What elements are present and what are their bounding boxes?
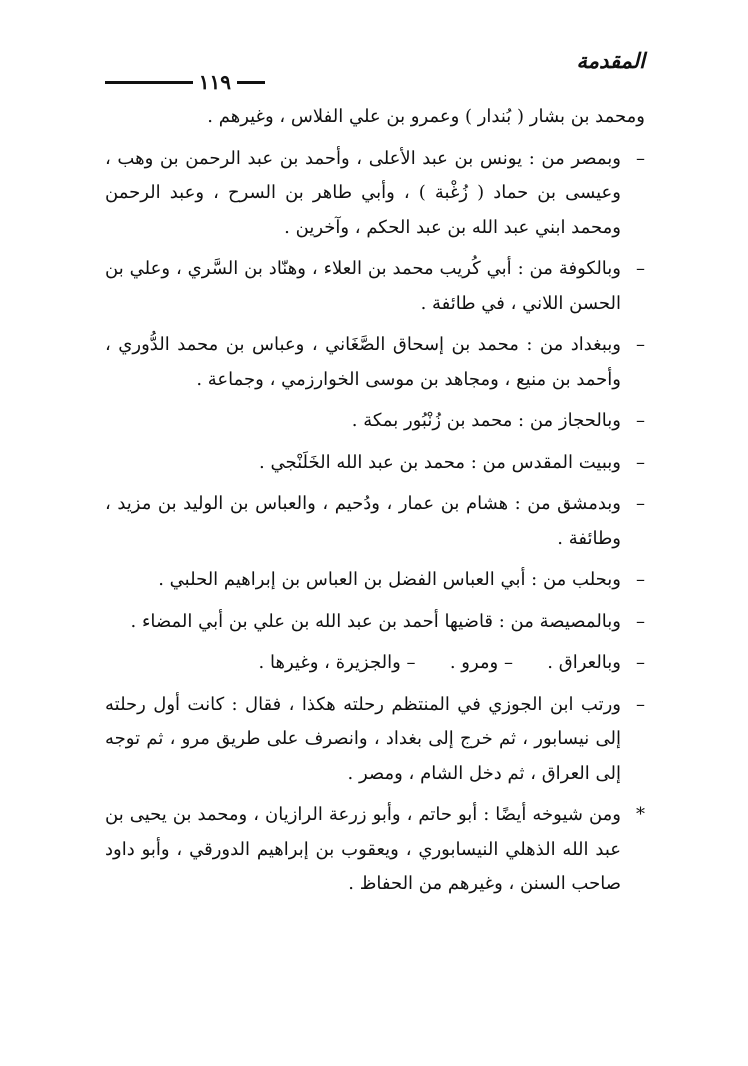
- paragraph-text: وبالحجاز من : محمد بن زُنْبُور بمكة .: [351, 410, 621, 431]
- paragraph-iraq: [105, 646, 645, 681]
- paragraph-continuation: [105, 100, 645, 135]
- paragraph-text: ومن شيوخه أيضًا : أبو حاتم ، وأبو زرعة الرازيان ، ومحمد بن يحيى بن عبد الله الذهلي النيسابوري ، ويعقوب بن إبراهيم الدورقي ، وأبو داود صاحب السنن ، وغيرهم من الحفاظ .: [105, 804, 621, 894]
- paragraph-text: ومحمد بن بشار ( بُندار ) وعمرو بن علي الفلاس ، وغيرهم .: [207, 106, 645, 127]
- dash-marker: –: [636, 147, 645, 169]
- dash-marker: –: [636, 410, 645, 431]
- dash-marker: –: [636, 451, 645, 473]
- paragraph-jerusalem: [105, 446, 645, 481]
- rule-left-segment: [105, 81, 193, 84]
- dash-marker: –: [636, 493, 645, 514]
- paragraph-kufa: [105, 252, 645, 321]
- paragraph-other-teachers: [105, 798, 645, 902]
- paragraph-text: وبدمشق من : هشام بن عمار ، ودُحيم ، والعباس بن الوليد بن مزيد ، وطائفة .: [105, 493, 621, 549]
- body-text: [105, 100, 645, 902]
- paragraph-text: وببغداد من : محمد بن إسحاق الصَّغَاني ، وعباس بن محمد الدُّوري ، وأحمد بن منيع ، ومجاهد بن موسى الخوارزمي ، وجماعة .: [105, 334, 621, 390]
- dash-marker: –: [636, 652, 645, 673]
- paragraph-aleppo: [105, 563, 645, 598]
- paragraph-text: وبالكوفة من : أبي كُريب محمد بن العلاء ، وهنّاد بن السَّري ، وعلي بن الحسن اللاني ، في طائفة .: [105, 258, 621, 314]
- dash-marker: –: [636, 693, 645, 715]
- paragraph-massisa: [105, 605, 645, 640]
- chapter-title: المقدمة: [576, 48, 645, 73]
- dash-marker: –: [636, 610, 645, 632]
- paragraph-damascus: [105, 487, 645, 556]
- paragraph-egypt: [105, 142, 645, 246]
- paragraph-text: ورتب ابن الجوزي في المنتظم رحلته هكذا ، فقال : كانت أول رحلته إلى نيسابور ، ثم خرج إلى بغداد ، وانصرف على طريق مرو ، ثم توجه إلى العراق ، ثم دخل الشام ، ومصر .: [105, 693, 621, 784]
- dash-marker: –: [636, 569, 645, 590]
- paragraph-text: وببيت المقدس من : محمد بن عبد الله الخَلَنْجي .: [259, 451, 621, 473]
- star-marker: *: [636, 804, 645, 825]
- paragraph-baghdad: [105, 328, 645, 397]
- page-header: [105, 48, 645, 100]
- page-number-rule: [105, 72, 265, 92]
- rule-right-segment: [237, 81, 265, 84]
- dash-marker: –: [636, 334, 645, 355]
- page-number: ١١٩: [198, 70, 231, 94]
- paragraph-hijaz: [105, 404, 645, 439]
- paragraph-text: وبالمصيصة من : قاضيها أحمد بن عبد الله بن علي بن أبي المضاء .: [130, 610, 621, 632]
- dash-marker: –: [636, 258, 645, 279]
- paragraph-ibn-al-jawzi: [105, 688, 645, 792]
- paragraph-text: وبالعراق . – ومرو . – والجزيرة ، وغيرها .: [258, 652, 621, 673]
- paragraph-text: وبحلب من : أبي العباس الفضل بن العباس بن إبراهيم الحلبي .: [158, 569, 621, 590]
- paragraph-text: وبمصر من : يونس بن عبد الأعلى ، وأحمد بن عبد الرحمن بن وهب ، وعيسى بن حماد ( زُغْبة ) ، وأبي طاهر بن السرح ، وعبد الرحمن ومحمد ابني عبد الله بن عبد الحكم ، وآخرين .: [105, 147, 621, 238]
